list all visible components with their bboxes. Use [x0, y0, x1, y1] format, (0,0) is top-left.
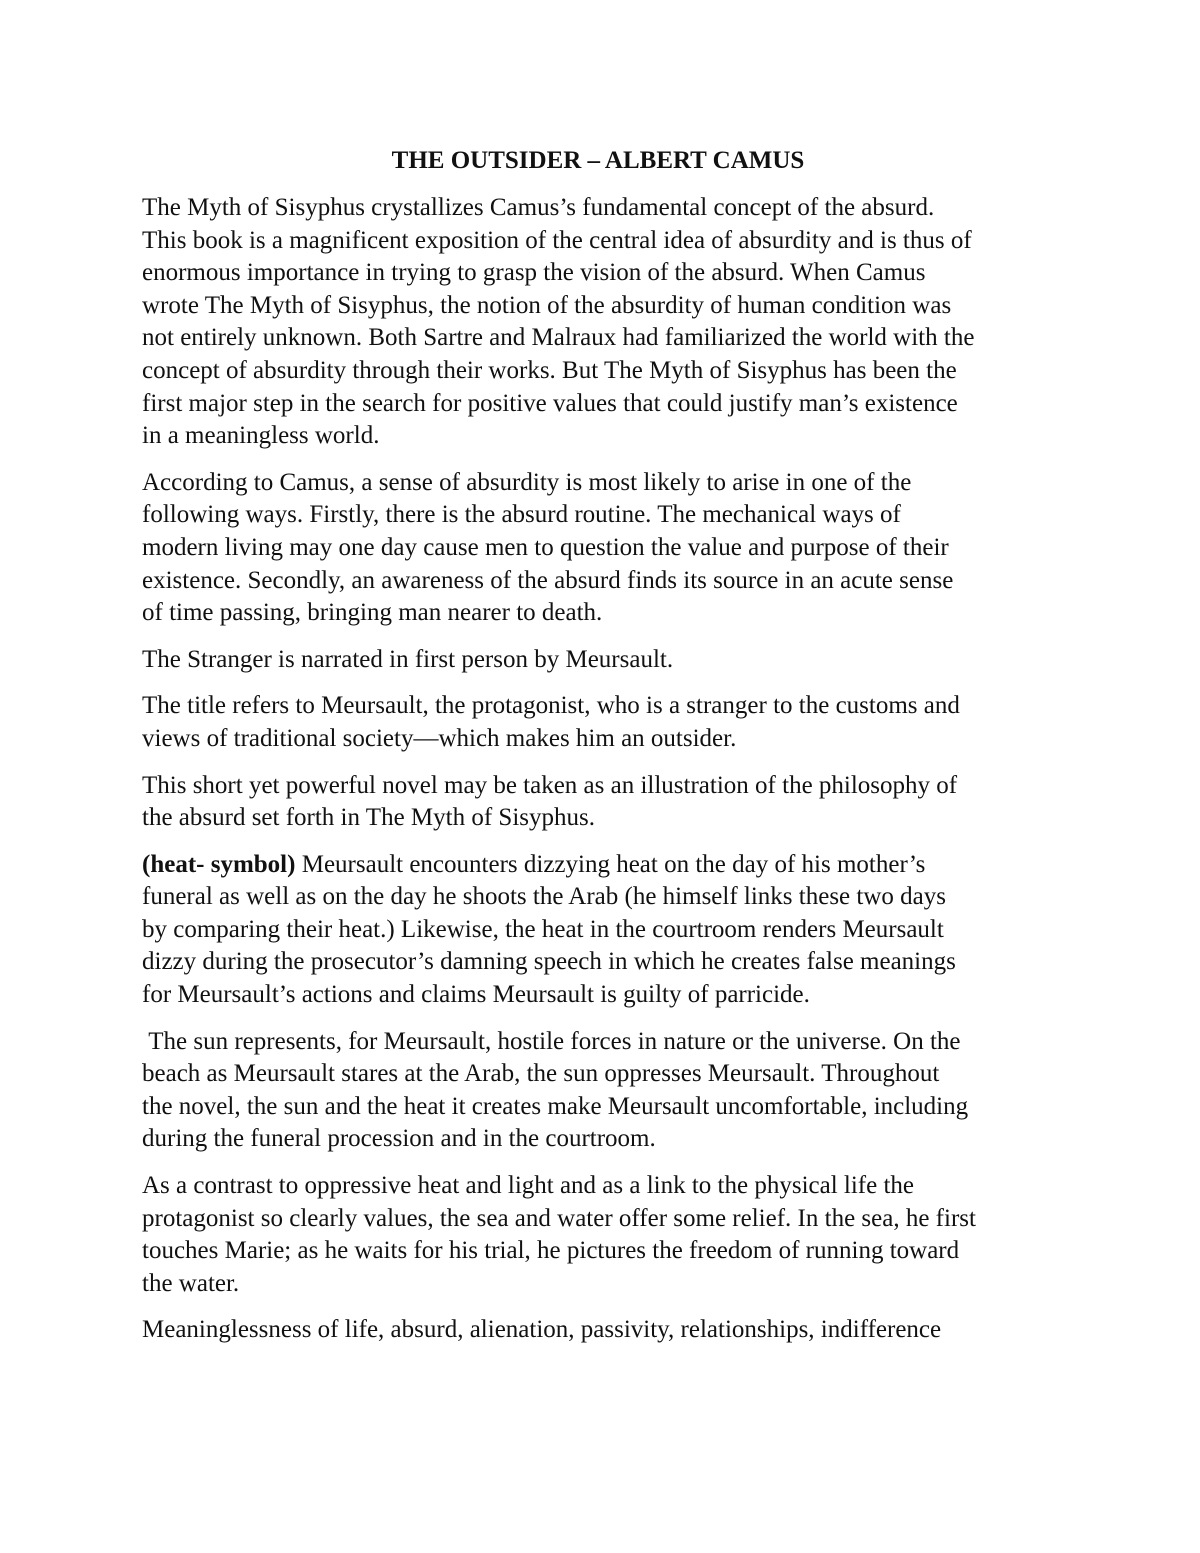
text-line: for Meursault’s actions and claims Meursault is guilty of parricide.	[142, 981, 810, 1009]
text-line: This short yet powerful novel may be taken as an illustration of the philosophy of	[142, 771, 958, 799]
text-line: beach as Meursault stares at the Arab, the sun oppresses Meursault. Throughout	[142, 1060, 940, 1088]
page-title: THE OUTSIDER – ALBERT CAMUS	[391, 147, 805, 174]
text-line: of time passing, bringing man nearer to death.	[142, 599, 603, 627]
paragraph-sun	[142, 1026, 1060, 1156]
text-line: the novel, the sun and the heat it creates make Meursault uncomfortable, including	[142, 1092, 969, 1120]
text-line: concept of absurdity through their works. But The Myth of Sisyphus has been the	[142, 356, 957, 384]
paragraph-sea	[142, 1170, 1060, 1300]
text-line: The sun represents, for Meursault, hostile forces in nature or the universe. On the	[142, 1027, 961, 1055]
text-line: following ways. Firstly, there is the absurd routine. The mechanical ways of	[142, 501, 901, 529]
text-line: enormous importance in trying to grasp the vision of the absurd. When Camus	[142, 259, 926, 287]
text-line: not entirely unknown. Both Sartre and Malraux had familiarized the world with the	[142, 324, 975, 352]
text-line-rest: Meursault encounters dizzying heat on the day of his mother’s	[295, 850, 926, 878]
heat-symbol-label: (heat- symbol)	[142, 850, 296, 878]
text-line	[142, 849, 1060, 882]
text-line: modern living may one day cause men to question the value and purpose of their	[142, 533, 949, 561]
text-line: The title refers to Meursault, the protagonist, who is a stranger to the customs and	[142, 692, 960, 720]
text-line: funeral as well as on the day he shoots the Arab (he himself links these two days	[142, 883, 946, 911]
text-line: by comparing their heat.) Likewise, the heat in the courtroom renders Meursault	[142, 915, 944, 943]
text-line: the absurd set forth in The Myth of Sisyphus.	[142, 804, 595, 832]
text-line: As a contrast to oppressive heat and light and as a link to the physical life the	[142, 1172, 915, 1200]
paragraph-narration	[142, 644, 1060, 677]
text-line: in a meaningless world.	[142, 422, 380, 450]
text-line: first major step in the search for positive values that could justify man’s existence	[142, 389, 958, 417]
text-line: touches Marie; as he waits for his trial, he pictures the freedom of running toward	[142, 1237, 960, 1265]
text-line: According to Camus, a sense of absurdity is most likely to arise in one of the	[142, 468, 912, 496]
text-line: This book is a magnificent exposition of the central idea of absurdity and is thus of	[142, 226, 972, 254]
text-line: protagonist so clearly values, the sea and water offer some relief. In the sea, he first	[142, 1204, 976, 1232]
text-line: dizzy during the prosecutor’s damning speech in which he creates false meanings	[142, 948, 956, 976]
paragraph-title-meaning	[142, 690, 1060, 755]
paragraph-illustration	[142, 770, 1060, 835]
text-line: wrote The Myth of Sisyphus, the notion of the absurdity of human condition was	[142, 291, 952, 319]
text-line: The Stranger is narrated in first person by Meursault.	[142, 645, 674, 673]
text-line: existence. Secondly, an awareness of the absurd finds its source in an acute sense	[142, 566, 954, 594]
text-line: views of traditional society—which makes him an outsider.	[142, 724, 737, 752]
text-line: the water.	[142, 1269, 240, 1297]
paragraph-heat-symbol	[142, 849, 1060, 1012]
paragraph-themes	[142, 1314, 1060, 1347]
paragraph-sense-of-absurdity	[142, 467, 1060, 630]
text-line: during the funeral procession and in the courtroom.	[142, 1125, 656, 1153]
paragraph-myth-of-sisyphus	[142, 192, 1060, 453]
text-line: Meaninglessness of life, absurd, alienation, passivity, relationships, indifference	[142, 1316, 942, 1344]
text-line: The Myth of Sisyphus crystallizes Camus’s fundamental concept of the absurd.	[142, 194, 935, 221]
